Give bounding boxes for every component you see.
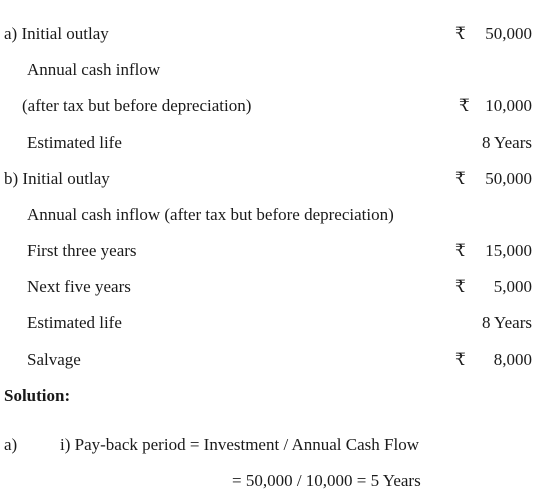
row-value: 50,000 [485, 169, 532, 188]
rupee-symbol: ₹ [455, 24, 466, 43]
row-value: 8,000 [493, 350, 532, 369]
row-value: 8 Years [481, 133, 532, 152]
rupee-symbol: ₹ [459, 96, 470, 115]
row-label-after-tax: (after tax but before depreciation) [22, 96, 252, 115]
solution-part-label: a) [4, 435, 18, 454]
row-label-estimated-life-2: Estimated life [27, 313, 122, 332]
row-label-annual-cash-inflow-full: Annual cash inflow (after tax but before depreciation) [27, 205, 394, 224]
row-label-a-initial-outlay: a) Initial outlay [4, 24, 109, 43]
row-value: 5,000 [493, 277, 532, 296]
row-value: 15,000 [485, 241, 532, 260]
rupee-symbol: ₹ [455, 277, 466, 296]
rupee-symbol: ₹ [455, 350, 466, 369]
payback-result-line: = 50,000 / 10,000 = 5 Years [232, 471, 421, 490]
row-label-estimated-life: Estimated life [27, 133, 122, 152]
row-label-salvage: Salvage [27, 350, 81, 369]
solution-heading: Solution: [4, 386, 71, 405]
row-value: 10,000 [485, 96, 532, 115]
row-label-annual-cash-inflow: Annual cash inflow [27, 60, 161, 79]
payback-formula-line: i) Pay-back period = Investment / Annual Cash Flow [60, 435, 419, 454]
row-label-b-initial-outlay: b) Initial outlay [4, 169, 110, 188]
row-value: 50,000 [485, 24, 532, 43]
row-label-first-three-years: First three years [27, 241, 137, 260]
row-value: 8 Years [481, 313, 532, 332]
rupee-symbol: ₹ [455, 241, 466, 260]
row-label-next-five-years: Next five years [27, 277, 131, 296]
rupee-symbol: ₹ [455, 169, 466, 188]
